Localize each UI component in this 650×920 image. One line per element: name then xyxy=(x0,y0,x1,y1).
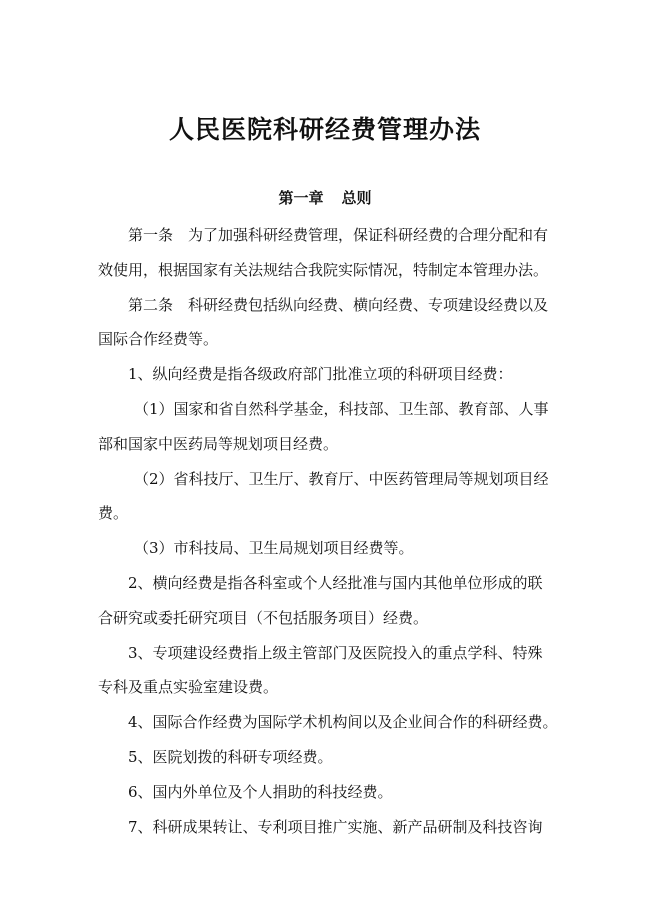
article-2-line-2: 国际合作经费等。 xyxy=(98,330,219,349)
item-2-line-1: 2、横向经费是指各科室或个人经批准与国内其他单位形成的联 xyxy=(128,573,543,592)
subitem-1-line-2: 部和国家中医药局等规划项目经费。 xyxy=(98,434,339,453)
article-1-line-2: 效使用，根据国家有关法规结合我院实际情况，特制定本管理办法。 xyxy=(98,260,549,279)
chapter-name: 总则 xyxy=(341,189,372,207)
item-1-line-1: 1、纵向经费是指各级政府部门批准立项的科研项目经费： xyxy=(128,365,513,384)
item-4-line-1: 4、国际合作经费为国际学术机构间以及企业间合作的科研经费。 xyxy=(128,713,558,732)
article-1-line-1: 第一条 为了加强科研经费管理，保证科研经费的合理分配和有 xyxy=(128,226,549,244)
item-6-line-1: 6、国内外单位及个人捐助的科技经费。 xyxy=(128,782,393,801)
chapter-heading xyxy=(0,186,650,210)
subitem-2-line-2: 费。 xyxy=(98,504,129,523)
item-3-line-2: 专科及重点实验室建设费。 xyxy=(98,678,279,697)
item-3-line-1: 3、专项建设经费指上级主管部门及医院投入的重点学科、特殊 xyxy=(128,643,543,662)
subitem-1-line-1: （1）国家和省自然科学基金，科技部、卫生部、教育部、人事 xyxy=(134,399,549,418)
article-2-line-1: 第二条 科研经费包括纵向经费、横向经费、专项建设经费以及 xyxy=(128,295,549,314)
item-2-line-2: 合研究或委托研究项目（不包括服务项目）经费。 xyxy=(98,608,429,627)
item-5-line-1: 5、医院划拨的科研专项经费。 xyxy=(128,747,333,766)
subitem-2-line-1: （2）省科技厅、卫生厅、教育厅、中医药管理局等规划项目经 xyxy=(134,469,549,488)
document-body xyxy=(98,218,558,844)
document-title: 人民医院科研经费管理办法 xyxy=(168,115,481,144)
item-7-line-1: 7、科研成果转让、专利项目推广实施、新产品研制及科技咨询 xyxy=(128,817,543,836)
chapter-number: 第一章 xyxy=(278,189,324,207)
subitem-3-line-1: （3）市科技局、卫生局规划项目经费等。 xyxy=(134,539,414,558)
